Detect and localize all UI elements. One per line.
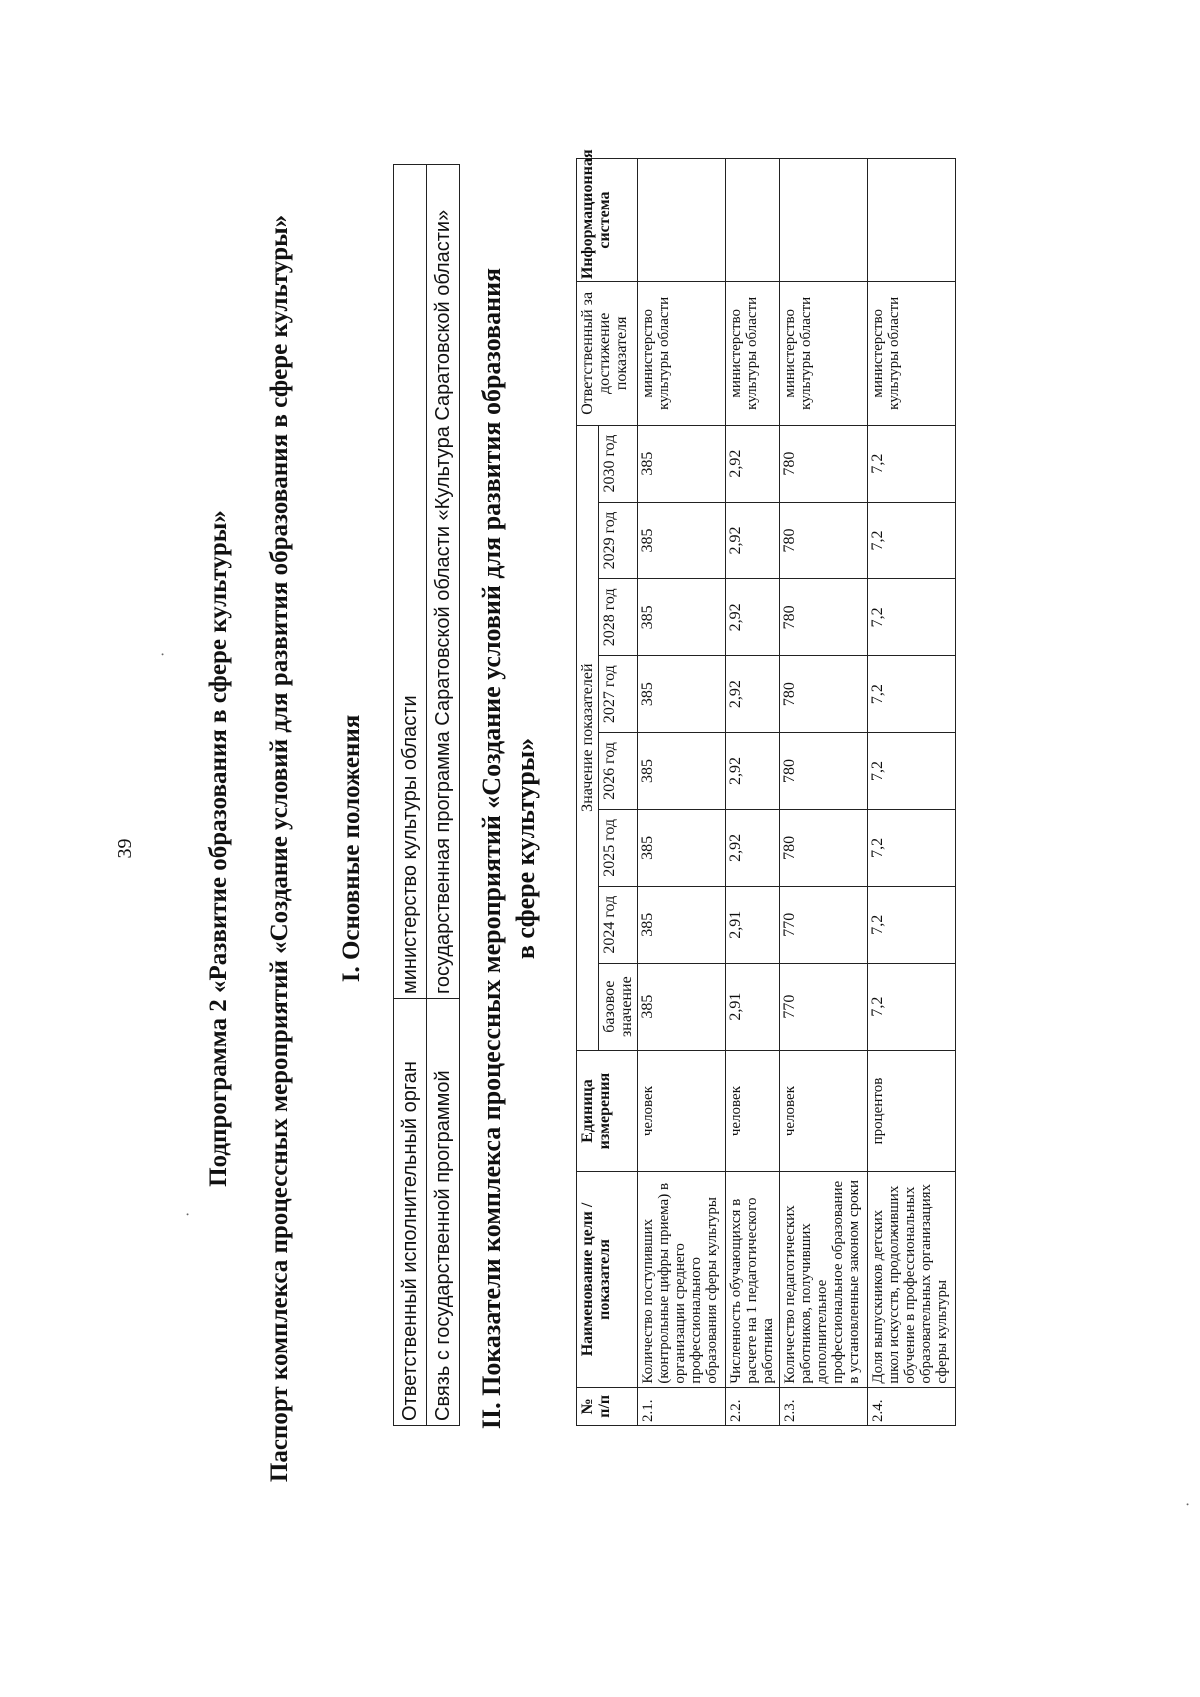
row-base: 385 xyxy=(638,963,726,1050)
row-value: 2,92 xyxy=(726,809,780,886)
header-year: 2028 год xyxy=(599,579,638,656)
provision-label: Ответственный исполнительный орган xyxy=(394,999,427,1426)
row-responsible: министерство культуры области xyxy=(868,282,956,425)
provision-label: Связь с государственной программой xyxy=(427,999,460,1426)
provision-value: государственная программа Саратовской области «Культура Саратовской области» xyxy=(427,165,460,999)
row-info-system xyxy=(780,159,868,282)
row-value: 780 xyxy=(780,733,868,810)
table-row xyxy=(868,159,956,1426)
row-value: 2,92 xyxy=(726,502,780,579)
row-num: 2.1. xyxy=(638,1387,726,1425)
row-value: 2,92 xyxy=(726,579,780,656)
row-value: 7,2 xyxy=(868,502,956,579)
row-unit: процентов xyxy=(868,1050,956,1172)
row-info-system xyxy=(868,159,956,282)
row-value: 2,92 xyxy=(726,425,780,502)
table-row xyxy=(638,159,726,1426)
row-value: 780 xyxy=(780,502,868,579)
row-info-system xyxy=(726,159,780,282)
row-unit: человек xyxy=(780,1050,868,1172)
header-year: 2029 год xyxy=(599,502,638,579)
row-value: 7,2 xyxy=(868,425,956,502)
row-name: Численность обучающихся в расчете на 1 педагогического работника xyxy=(726,1172,780,1387)
row-info-system xyxy=(638,159,726,282)
row-base: 2,91 xyxy=(726,963,780,1050)
row-value: 385 xyxy=(638,886,726,963)
row-value: 7,2 xyxy=(868,579,956,656)
row-unit: человек xyxy=(638,1050,726,1172)
row-responsible: министерство культуры области xyxy=(638,282,726,425)
basic-provisions-table xyxy=(393,164,460,1426)
passport-title: Паспорт комплекса процессных мероприятий «Создание условий для развития образования в сфере культуры» xyxy=(266,214,293,1483)
header-year: 2026 год xyxy=(599,733,638,810)
row-num: 2.3. xyxy=(780,1387,868,1425)
header-info-system: Информационная система xyxy=(577,159,638,282)
section2-title xyxy=(475,0,543,1697)
row-value: 385 xyxy=(638,502,726,579)
row-unit: человек xyxy=(726,1050,780,1172)
row-name: Количество поступивших (контрольные цифры приема) в организации среднего профессионального образования сферы культуры xyxy=(638,1172,726,1387)
section2-title-line2: в сфере культуры» xyxy=(511,737,540,960)
header-num: № п/п xyxy=(577,1387,638,1425)
row-value: 780 xyxy=(780,809,868,886)
row-value: 780 xyxy=(780,425,868,502)
header-year: 2030 год xyxy=(599,425,638,502)
row-value: 2,92 xyxy=(726,656,780,733)
row-value: 385 xyxy=(638,733,726,810)
table-row xyxy=(394,165,427,1426)
scan-speck: · xyxy=(1180,1501,1197,1507)
subprogram-title: Подпрограмма 2 «Развитие образования в сфере культуры» xyxy=(205,510,232,1187)
indicators-table xyxy=(576,149,956,1426)
row-base: 770 xyxy=(780,963,868,1050)
header-year: 2024 год xyxy=(599,886,638,963)
table-header-row xyxy=(577,159,599,1426)
row-num: 2.2. xyxy=(726,1387,780,1425)
row-value: 780 xyxy=(780,656,868,733)
row-value: 2,91 xyxy=(726,886,780,963)
row-name: Доля выпускников детских школ искусств, продолживших обучение в профессиональных образовательных организациях сферы культуры xyxy=(868,1172,956,1387)
row-value: 770 xyxy=(780,886,868,963)
header-values-group: Значение показателей xyxy=(577,425,599,1050)
row-value: 780 xyxy=(780,579,868,656)
section2-title-line1: II. Показатели комплекса процессных мероприятий «Создание условий для развития образования xyxy=(477,267,506,1430)
header-year: 2025 год xyxy=(599,809,638,886)
row-value: 7,2 xyxy=(868,656,956,733)
row-responsible: министерство культуры области xyxy=(726,282,780,425)
row-base: 7,2 xyxy=(868,963,956,1050)
section1-title: I. Основные положения xyxy=(338,714,365,983)
row-num: 2.4. xyxy=(868,1387,956,1425)
row-value: 385 xyxy=(638,579,726,656)
header-year: 2027 год xyxy=(599,656,638,733)
table-row xyxy=(726,159,780,1426)
row-value: 385 xyxy=(638,656,726,733)
row-value: 7,2 xyxy=(868,809,956,886)
row-value: 7,2 xyxy=(868,886,956,963)
header-base: базовое значение xyxy=(599,963,638,1050)
provision-value: министерство культуры области xyxy=(394,165,427,999)
table-row xyxy=(427,165,460,1426)
row-value: 7,2 xyxy=(868,733,956,810)
page-number: 39 xyxy=(114,838,136,859)
row-value: 385 xyxy=(638,809,726,886)
header-responsible: Ответственный за достижение показателя xyxy=(577,282,638,425)
header-unit: Единица измерения xyxy=(577,1050,638,1172)
row-name: Количество педагогических работников, получивших дополнительное профессиональное образование в установленные законом сроки xyxy=(780,1172,868,1387)
scan-speck: · xyxy=(155,651,172,657)
row-value: 385 xyxy=(638,425,726,502)
row-value: 2,92 xyxy=(726,733,780,810)
header-name: Наименование цели / показателя xyxy=(577,1172,638,1387)
table-row xyxy=(780,159,868,1426)
row-responsible: министерство культуры области xyxy=(780,282,868,425)
scan-speck: · xyxy=(180,1211,197,1217)
